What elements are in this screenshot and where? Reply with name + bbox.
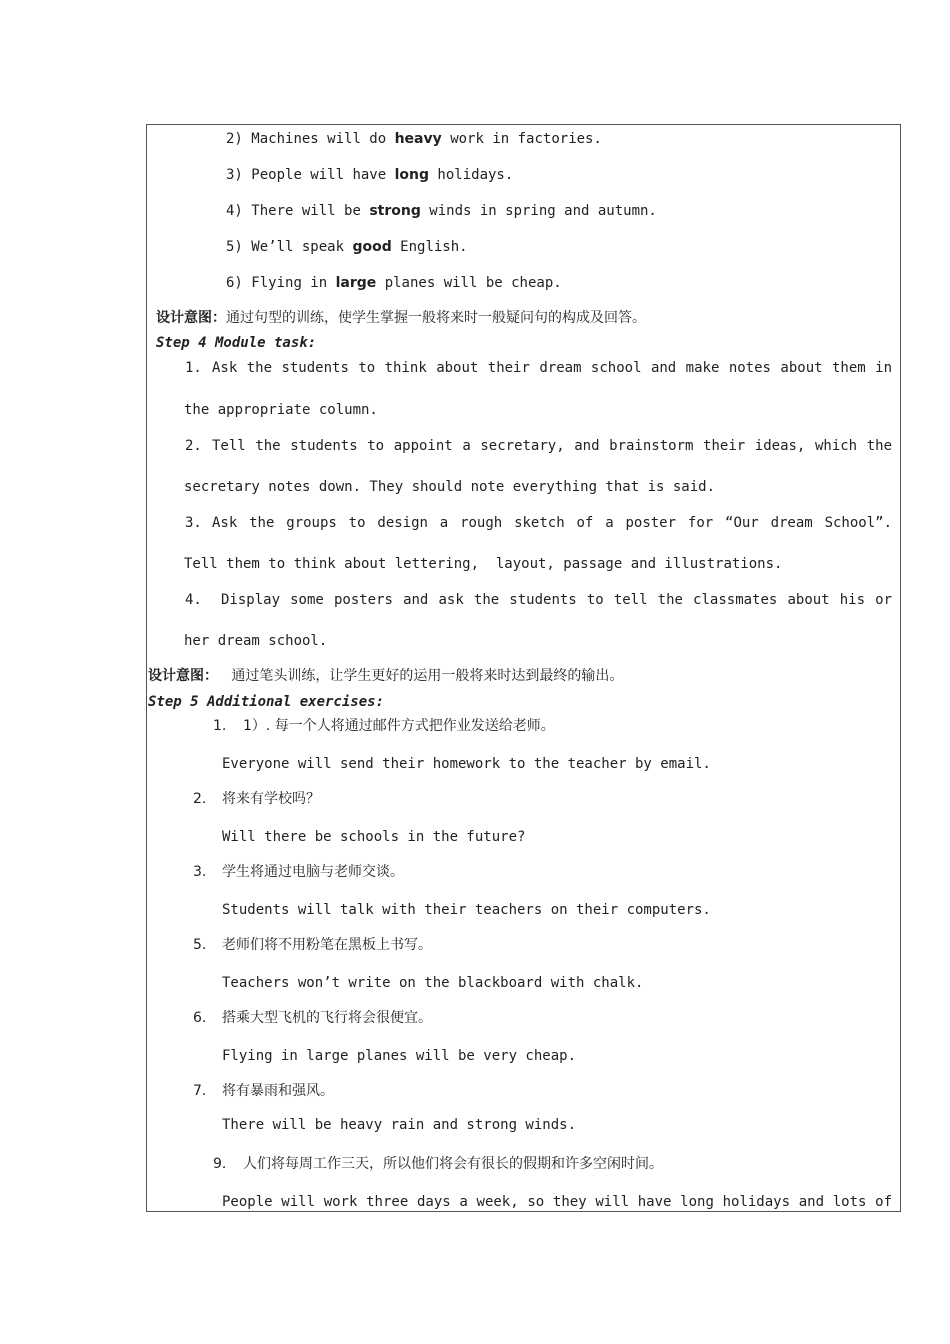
step5-title: Step 5 Additional exercises: <box>148 694 385 710</box>
sentence-item: 2) Machines will do heavy work in factories. <box>226 131 602 147</box>
step4-item-text: Ask the students to think about their dream school and make notes about them in <box>212 360 892 376</box>
step5-item-num: 3. <box>193 864 207 880</box>
step5-item-chinese: 将有暴雨和强风。 <box>222 1083 334 1099</box>
step4-item-text: Display some posters and ask the students to tell the classmates about his or <box>221 592 892 608</box>
step5-item-english: Students will talk with their teachers on their computers. <box>222 902 711 918</box>
step5-item-chinese: 搭乘大型飞机的飞行将会很便宜。 <box>222 1010 432 1026</box>
step5-item-num: 6. <box>193 1010 207 1026</box>
step5-item-num: 7. <box>193 1083 207 1099</box>
sentence-item: 6) Flying in large planes will be cheap. <box>226 275 562 291</box>
step4-item-text: secretary notes down. They should note everything that is said. <box>184 479 716 495</box>
sentence-item: 4) There will be strong winds in spring and autumn. <box>226 203 657 219</box>
step5-item-english: Teachers won’t write on the blackboard with chalk. <box>222 975 644 991</box>
step5-item-chinese: 学生将通过电脑与老师交谈。 <box>222 864 404 880</box>
design-intent: 设计意图：通过句型的训练，使学生掌握一般将来时一般疑问句的构成及回答。 <box>156 310 646 326</box>
step4-item-text: Ask the groups to design a rough sketch of a poster for “Our dream School”. <box>212 515 892 531</box>
step5-item-english: Everyone will send their homework to the teacher by email. <box>222 756 711 772</box>
step4-item-num: 3. <box>185 515 202 531</box>
step5-item-num: 5. <box>193 937 207 953</box>
step4-title: Step 4 Module task: <box>156 335 317 351</box>
step4-item-text: Tell them to think about lettering, layout, passage and illustrations. <box>184 556 783 572</box>
step5-item-num: 1. <box>213 718 227 734</box>
step5-item-english: Flying in large planes will be very cheap. <box>222 1048 577 1064</box>
step4-item-text: her dream school. <box>184 633 328 649</box>
design-intent: 设计意图： 通过笔头训练，让学生更好的运用一般将来时达到最终的输出。 <box>148 668 624 684</box>
step4-item-text: the appropriate column. <box>184 402 378 418</box>
step5-item-english: Will there be schools in the future? <box>222 829 526 845</box>
sentence-item: 5) We’ll speak good English. <box>226 239 468 255</box>
step4-item-num: 4. <box>185 592 202 608</box>
step4-item-num: 1. <box>185 360 202 376</box>
step5-item-num: 2. <box>193 791 207 807</box>
step4-item-text: Tell the students to appoint a secretary, and brainstorm their ideas, which the <box>212 438 892 454</box>
step5-item-num: 9. <box>213 1156 227 1172</box>
step5-item-chinese: 老师们将不用粉笔在黑板上书写。 <box>222 937 432 953</box>
step5-item-chinese: 将来有学校吗？ <box>222 791 320 807</box>
step5-item-english: There will be heavy rain and strong winds. <box>222 1117 577 1133</box>
step5-item-chinese: 1）. 每一个人将通过邮件方式把作业发送给老师。 <box>243 718 555 734</box>
sentence-item: 3) People will have long holidays. <box>226 167 514 183</box>
step5-item-chinese: 人们将每周工作三天，所以他们将会有很长的假期和许多空闲时间。 <box>243 1156 663 1172</box>
step5-item-english: People will work three days a week, so they will have long holidays and lots of <box>222 1194 892 1210</box>
step4-item-num: 2. <box>185 438 202 454</box>
